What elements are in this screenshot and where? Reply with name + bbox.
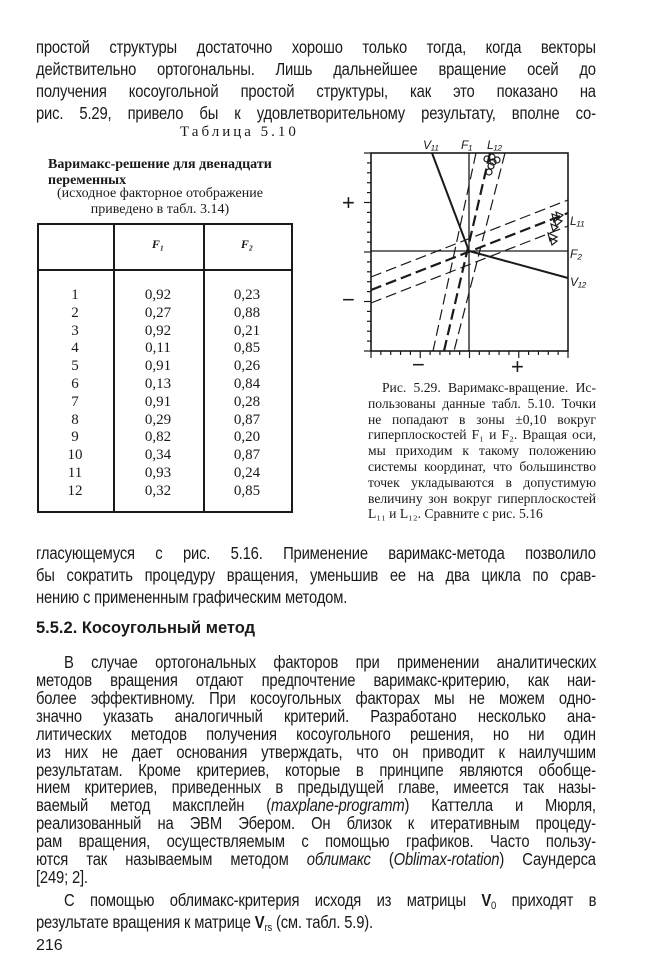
table-row	[37, 286, 293, 305]
section-heading: 5.5.2. Косоугольный метод	[36, 619, 256, 637]
text-line: нению с примененным графическим методом.	[36, 587, 348, 607]
text-line: рам вращения, осуществляемым с помощью графиков. Часто пользу-	[36, 831, 596, 852]
table-cell-value: 0,84	[233, 376, 261, 392]
caption-line: точек укладываются в допустимую	[368, 474, 596, 490]
table-cell-index: 6	[71, 376, 79, 392]
table-cell-value: 0,29	[144, 411, 172, 428]
text-run: ) Саундерса	[499, 849, 596, 870]
table-row	[37, 464, 293, 483]
varimax-rotation-plot	[330, 130, 600, 380]
label-l11: L₁₁	[570, 214, 585, 228]
caption-line: Рис. 5.29. Варимакс-вращение. Ис-	[382, 380, 596, 395]
table-cell-index: 2	[71, 304, 79, 321]
table-rule-bottom	[37, 511, 293, 513]
table-cell-value: 0,87	[233, 447, 261, 464]
table-cell-index: 10	[67, 447, 83, 464]
table-row	[37, 304, 293, 323]
table-title-line: Варимакс-решение для двенадцати	[48, 157, 272, 172]
text-line: гласующемуся с рис. 5.16. Применение варимакс-метода позволило	[36, 543, 596, 563]
label-minus-bottom: −	[412, 352, 425, 377]
figure-caption	[368, 380, 596, 522]
table-cell-value: 0,91	[144, 358, 172, 375]
label-v11: V₁₁	[423, 138, 439, 152]
text-line	[36, 911, 596, 939]
table-cell-value: 0,92	[144, 287, 172, 303]
table-cell-value: 0,93	[144, 465, 172, 481]
table-rule-top	[37, 223, 293, 225]
text-line: В случае ортогональных факторов при применении аналитических	[64, 652, 597, 672]
caption-line: мы приходим к такому положению	[368, 443, 596, 459]
text-run: (	[370, 849, 394, 870]
caption-line: системы координат, что большинство	[368, 458, 596, 474]
label-f1: F₁	[461, 138, 473, 152]
label-minus-left: −	[342, 287, 355, 312]
caption-line: L₁₁ и L₁₂. Сравните с рис. 5.16	[368, 506, 543, 522]
table-cell-index: 11	[67, 465, 83, 481]
table-subtitle-line: приведено в табл. 3.14)	[90, 202, 230, 217]
table-row	[37, 375, 293, 394]
label-l12: L₁₂	[487, 138, 503, 152]
table-cell-index: 3	[71, 322, 79, 339]
table-cell-value: 0,87	[233, 411, 261, 428]
text-run: ются так называемым методом	[36, 849, 307, 870]
table-cell-value: 0,26	[233, 358, 261, 375]
text-run-italic: Oblimax-rotation	[393, 849, 500, 870]
caption-line: величину зон вокруг гиперплоскостей	[368, 490, 596, 506]
label-f2: F₂	[570, 247, 582, 261]
table-cell-value: 0,88	[233, 304, 261, 321]
text-line: бы сократить процедуру вращения, уменьшив ее на два цикла по срав-	[36, 565, 596, 585]
table-cell-value: 0,34	[144, 447, 172, 464]
table-header-f2: F₂	[240, 237, 254, 251]
v11-axis	[432, 153, 469, 251]
figure-5-29	[330, 130, 600, 380]
table-cell-value: 0,11	[145, 340, 171, 357]
table-row	[37, 446, 293, 465]
table-subtitle	[40, 186, 280, 218]
table-cell-value: 0,32	[144, 482, 172, 499]
table-row	[37, 393, 293, 412]
table-header-f1: F₁	[151, 237, 165, 251]
text-run: С помощью облимакс-критерия исходя из матрицы	[64, 890, 482, 910]
table-row	[37, 339, 293, 358]
table-cell-value: 0,85	[233, 482, 261, 499]
table-cell-index: 7	[71, 393, 79, 410]
matrix-symbol: V	[481, 890, 492, 910]
text-line: рис. 5.29, привело бы к удовлетворительному результату, вполне со-	[36, 103, 596, 123]
table-cell-value: 0,91	[144, 393, 172, 410]
table-caption: Таблица 5.10	[180, 124, 299, 140]
table-rule-header	[37, 269, 293, 271]
v12-axis	[469, 251, 568, 278]
table-row	[37, 357, 293, 376]
caption-line: гиперплоскостей F₁ и F₂. Вращая оси,	[368, 427, 596, 443]
page-number: 216	[36, 937, 63, 954]
varimax-table	[37, 223, 293, 513]
label-v12: V₁₂	[570, 275, 587, 289]
table-cell-index: 1	[71, 287, 79, 303]
text-run: приходят в	[496, 890, 597, 910]
table-cell-value: 0,92	[144, 322, 172, 339]
label-plus-bottom: +	[511, 354, 524, 379]
table-row	[37, 428, 293, 447]
table-cell-index: 8	[71, 411, 79, 428]
table-row	[37, 411, 293, 430]
caption-line: пользованы данные табл. 5.10. Точки	[368, 395, 596, 411]
text-line: из них не дает основания утверждать, что он приводит к наилучшим	[36, 741, 596, 762]
text-line: результатам. Кроме критериев, которые в принципе являются обобще-	[36, 759, 596, 780]
table-row	[37, 322, 293, 341]
circle-points	[484, 154, 500, 175]
text-line: нием критериев, приведенных в предыдущей главе, имеется так назы-	[36, 777, 596, 798]
matrix-symbol: V	[254, 912, 265, 932]
text-line: действительно ортогональны. Лишь дальнейшее вращение осей до	[36, 59, 596, 79]
table-cell-value: 0,21	[233, 322, 261, 339]
text-line: литических методов получения косоугольного решения, но ни один	[36, 723, 596, 744]
table-cell-index: 4	[71, 340, 79, 357]
caption-line: не попадают в зоны ±0,10 вокруг	[368, 411, 596, 427]
table-subtitle-line: (исходное факторное отображение	[57, 186, 263, 201]
table-cell-value: 0,85	[233, 340, 261, 357]
text-run-italic: maxplane-programm	[271, 795, 405, 816]
text-run: ваемый метод макcплейн (	[36, 795, 272, 816]
table-cell-value: 0,28	[233, 393, 261, 410]
table-title-line: переменных	[48, 173, 127, 188]
text-line: простой структуры достаточно хорошо только тогда, когда векторы	[36, 37, 596, 57]
table-cell-index: 9	[71, 429, 79, 446]
text-line: методов вращения отдают предпочтение варимакс-критерию, как наи-	[36, 669, 596, 690]
table-row	[37, 482, 293, 501]
table-cell-value: 0,24	[233, 465, 261, 481]
label-plus-left: +	[342, 190, 355, 215]
table-cell-index: 12	[67, 482, 83, 499]
table-cell-value: 0,13	[144, 376, 172, 392]
text-line: [249; 2].	[36, 867, 88, 887]
text-line: значно указать аналогичный критерий. Разработано несколько ана-	[36, 705, 596, 726]
text-line: получения косоугольной простой структуры, как это показано на	[36, 81, 596, 101]
matrix-subscript: 0	[491, 900, 497, 912]
table-cell-value: 0,23	[233, 287, 261, 303]
text-line: реализованный на ЭВМ Эбером. Он близок к итеративным процеду-	[36, 813, 596, 834]
matrix-subscript: rs	[264, 922, 273, 934]
text-run: (см. табл. 5.9).	[272, 912, 373, 932]
text-run-italic: облимакс	[306, 849, 371, 870]
table-cell-value: 0,20	[233, 429, 261, 446]
table-title	[48, 157, 272, 189]
text-run: ) Каттелла и Мюрля,	[404, 795, 596, 816]
table-cell-value: 0,27	[144, 304, 172, 321]
text-run: результате вращения к матрице	[36, 912, 255, 932]
table-cell-index: 5	[71, 358, 79, 375]
table-cell-value: 0,82	[144, 429, 172, 446]
l12-zone-line	[454, 153, 505, 351]
text-line: более эффективному. При косоугольных факторах мы не можем одно-	[36, 687, 596, 708]
